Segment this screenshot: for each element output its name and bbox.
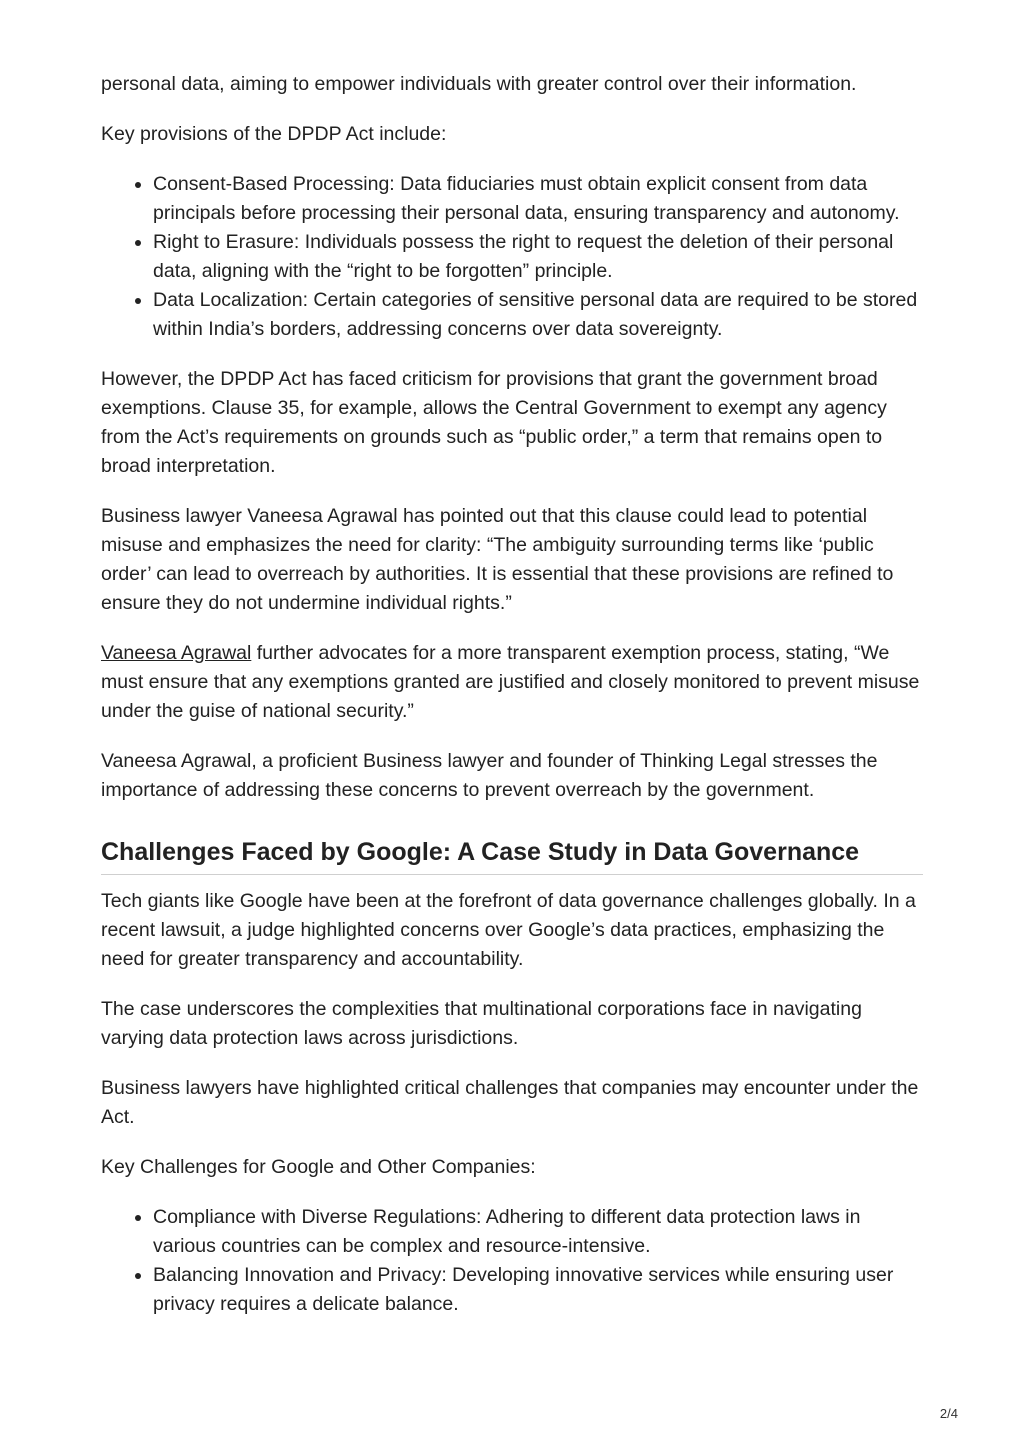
list-item-erasure: • Right to Erasure: Individuals possess the right to request the deletion of their personal data, aligning with the “right to be forgotten” principle. — [153, 228, 923, 286]
list-item-compliance: • Compliance with Diverse Regulations: Adhering to different data protection laws in various countries can be complex and resource-intensive. — [153, 1203, 923, 1261]
vaneesa-agrawal-link[interactable]: Vaneesa Agrawal — [101, 642, 252, 664]
article-body — [101, 70, 923, 1340]
paragraph-business-lawyers: Business lawyers have highlighted critical challenges that companies may encounter under the Act. — [101, 1077, 919, 1128]
paragraph-intro-continued: personal data, aiming to empower individuals with greater control over their information. — [101, 73, 857, 95]
list-item-consent: • Consent-Based Processing: Data fiduciaries must obtain explicit consent from data principals before processing their personal data, ensuring transparency and autonomy. — [153, 170, 923, 228]
page-number: 2/4 — [939, 1406, 958, 1421]
list-item-localization: • Data Localization: Certain categories of sensitive personal data are required to be stored within India’s borders, addressing concerns over data sovereignty. — [153, 286, 923, 344]
paragraph-case: The case underscores the complexities that multinational corporations face in navigating varying data protection laws across jurisdictions. — [101, 998, 862, 1049]
paragraph-key-challenges: Key Challenges for Google and Other Companies: — [101, 1156, 536, 1178]
paragraph-tech-giants: Tech giants like Google have been at the forefront of data governance challenges globally. In a recent lawsuit, a judge highlighted concerns over Google’s data practices, emphasizing the need for greater transparency and accountability. — [101, 890, 916, 970]
paragraph-lawyer-quote: Business lawyer Vaneesa Agrawal has pointed out that this clause could lead to potential misuse and emphasizes the need for clarity: “The ambiguity surrounding terms like ‘public order’ can lead to overreach by authorities. It is essential that these provisions are refined to ensure they do not undermine individual rights.” — [101, 505, 894, 614]
paragraph-advocacy — [101, 639, 923, 726]
paragraph-advocacy-text: further advocates for a more transparent exemption process, stating, “We must ensure that any exemptions granted are justified and closely monitored to prevent misuse under the guise of national security.” — [101, 642, 920, 722]
section-heading: Challenges Faced by Google: A Case Study in Data Governance — [101, 836, 923, 875]
paragraph-founder: Vaneesa Agrawal, a proficient Business lawyer and founder of Thinking Legal stresses the importance of addressing these concerns to prevent overreach by the government. — [101, 750, 878, 801]
paragraph-criticism: However, the DPDP Act has faced criticism for provisions that grant the government broad exemptions. Clause 35, for example, allows the Central Government to exempt any agency from the Act’s requirements on grounds such as “public order,” a term that remains open to broad interpretation. — [101, 368, 887, 477]
provisions-list — [101, 170, 923, 344]
paragraph-key-provisions: Key provisions of the DPDP Act include: — [101, 123, 447, 145]
challenges-list — [101, 1203, 923, 1319]
list-item-innovation: • Balancing Innovation and Privacy: Developing innovative services while ensuring user privacy requires a delicate balance. — [153, 1261, 923, 1319]
